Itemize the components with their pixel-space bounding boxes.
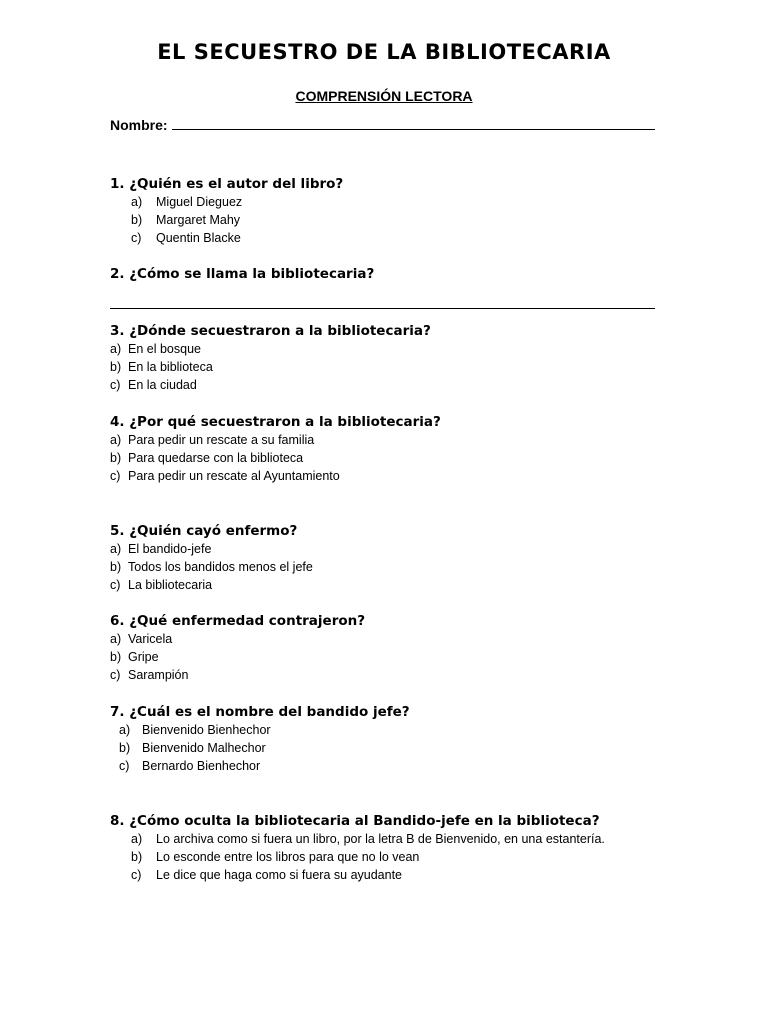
question-2-text: 2. ¿Cómo se llama la bibliotecaria? bbox=[110, 266, 375, 282]
option-letter: b) bbox=[119, 740, 131, 755]
option-text: Lo archiva como si fuera un libro, por la letra B de Bienvenido, en una estantería. bbox=[156, 832, 605, 846]
question-1 bbox=[110, 175, 670, 247]
option-letter: a) bbox=[131, 832, 143, 846]
option-letter: a) bbox=[131, 195, 143, 209]
option-item bbox=[131, 212, 670, 230]
option-letter: c) bbox=[110, 577, 121, 592]
option-item bbox=[131, 194, 670, 212]
option-text: La bibliotecaria bbox=[128, 577, 213, 592]
option-letter: b) bbox=[110, 559, 122, 574]
option-letter: a) bbox=[119, 723, 131, 737]
question-5-text: 5. ¿Quién cayó enfermo? bbox=[110, 523, 298, 539]
option-text: Varicela bbox=[128, 632, 173, 646]
question-4-options bbox=[110, 432, 670, 485]
question-6 bbox=[110, 612, 670, 684]
option-text: Bernardo Bienhechor bbox=[142, 758, 261, 773]
question-3-text: 3. ¿Dónde secuestraron a la bibliotecaria? bbox=[110, 323, 431, 339]
question-6-options bbox=[110, 631, 670, 684]
option-text: Quentin Blacke bbox=[156, 230, 241, 245]
option-text: En la ciudad bbox=[128, 377, 197, 392]
worksheet-subtitle: COMPRENSIÓN LECTORA bbox=[295, 88, 473, 104]
option-item bbox=[119, 722, 670, 740]
option-letter: b) bbox=[110, 359, 122, 374]
option-letter: c) bbox=[110, 377, 121, 392]
question-6-text: 6. ¿Qué enfermedad contrajeron? bbox=[110, 613, 366, 629]
option-text: Le dice que haga como si fuera su ayudante bbox=[156, 867, 403, 882]
option-item bbox=[110, 649, 670, 667]
question-1-options bbox=[110, 194, 670, 247]
option-letter: a) bbox=[110, 433, 122, 447]
option-text: El bandido-jefe bbox=[128, 542, 212, 556]
option-item bbox=[110, 559, 670, 577]
option-letter: c) bbox=[131, 230, 142, 245]
option-item bbox=[110, 432, 670, 450]
option-item bbox=[110, 450, 670, 468]
question-8-text: 8. ¿Cómo oculta la bibliotecaria al Bandido-jefe en la biblioteca? bbox=[110, 813, 600, 829]
question-4 bbox=[110, 413, 670, 485]
option-letter: c) bbox=[110, 468, 121, 483]
option-item bbox=[131, 831, 710, 849]
option-letter: a) bbox=[110, 342, 122, 356]
name-blank-line[interactable] bbox=[172, 117, 655, 130]
option-item bbox=[110, 359, 670, 377]
option-item bbox=[110, 631, 670, 649]
question-7-text: 7. ¿Cuál es el nombre del bandido jefe? bbox=[110, 704, 410, 720]
option-text: Para quedarse con la biblioteca bbox=[128, 450, 304, 465]
option-letter: a) bbox=[110, 632, 122, 646]
option-item bbox=[110, 541, 670, 559]
option-letter: c) bbox=[119, 758, 130, 773]
question-5 bbox=[110, 522, 670, 594]
question-2 bbox=[110, 265, 670, 283]
option-item bbox=[131, 867, 710, 885]
option-item bbox=[110, 377, 670, 395]
option-letter: c) bbox=[110, 667, 121, 682]
option-text: Margaret Mahy bbox=[156, 212, 241, 227]
option-letter: b) bbox=[110, 450, 122, 465]
option-text: Bienvenido Bienhechor bbox=[142, 723, 271, 737]
option-letter: a) bbox=[110, 542, 122, 556]
option-text: Para pedir un rescate al Ayuntamiento bbox=[128, 468, 340, 483]
name-label: Nombre: bbox=[110, 117, 168, 133]
question-3-options bbox=[110, 341, 670, 394]
option-letter: b) bbox=[110, 649, 122, 664]
option-text: En el bosque bbox=[128, 342, 201, 356]
option-text: Lo esconde entre los libros para que no lo vean bbox=[156, 849, 420, 864]
option-text: Para pedir un rescate a su familia bbox=[128, 433, 315, 447]
option-item bbox=[110, 577, 670, 595]
option-item bbox=[119, 758, 670, 776]
question-2-answer-line[interactable] bbox=[110, 298, 655, 309]
option-item bbox=[110, 468, 670, 486]
option-text: Miguel Dieguez bbox=[156, 195, 243, 209]
question-7-options bbox=[110, 722, 670, 775]
option-item bbox=[110, 667, 670, 685]
option-text: Bienvenido Malhechor bbox=[142, 740, 266, 755]
question-5-options bbox=[110, 541, 670, 594]
question-3 bbox=[110, 322, 670, 394]
question-7 bbox=[110, 703, 670, 775]
name-field-row bbox=[110, 117, 655, 133]
option-item bbox=[131, 230, 670, 248]
option-letter: b) bbox=[131, 849, 143, 864]
option-item bbox=[131, 849, 710, 867]
question-8-options bbox=[110, 831, 710, 884]
option-letter: c) bbox=[131, 867, 142, 882]
option-text: Gripe bbox=[128, 649, 159, 664]
worksheet-title: EL SECUESTRO DE LA BIBLIOTECARIA bbox=[157, 40, 611, 64]
question-4-text: 4. ¿Por qué secuestraron a la bibliotecaria? bbox=[110, 414, 441, 430]
option-text: En la biblioteca bbox=[128, 359, 213, 374]
question-1-text: 1. ¿Quién es el autor del libro? bbox=[110, 176, 344, 192]
option-text: Sarampión bbox=[128, 667, 189, 682]
option-text: Todos los bandidos menos el jefe bbox=[128, 559, 313, 574]
question-8 bbox=[110, 812, 710, 884]
option-item bbox=[119, 740, 670, 758]
option-item bbox=[110, 341, 670, 359]
option-letter: b) bbox=[131, 212, 143, 227]
